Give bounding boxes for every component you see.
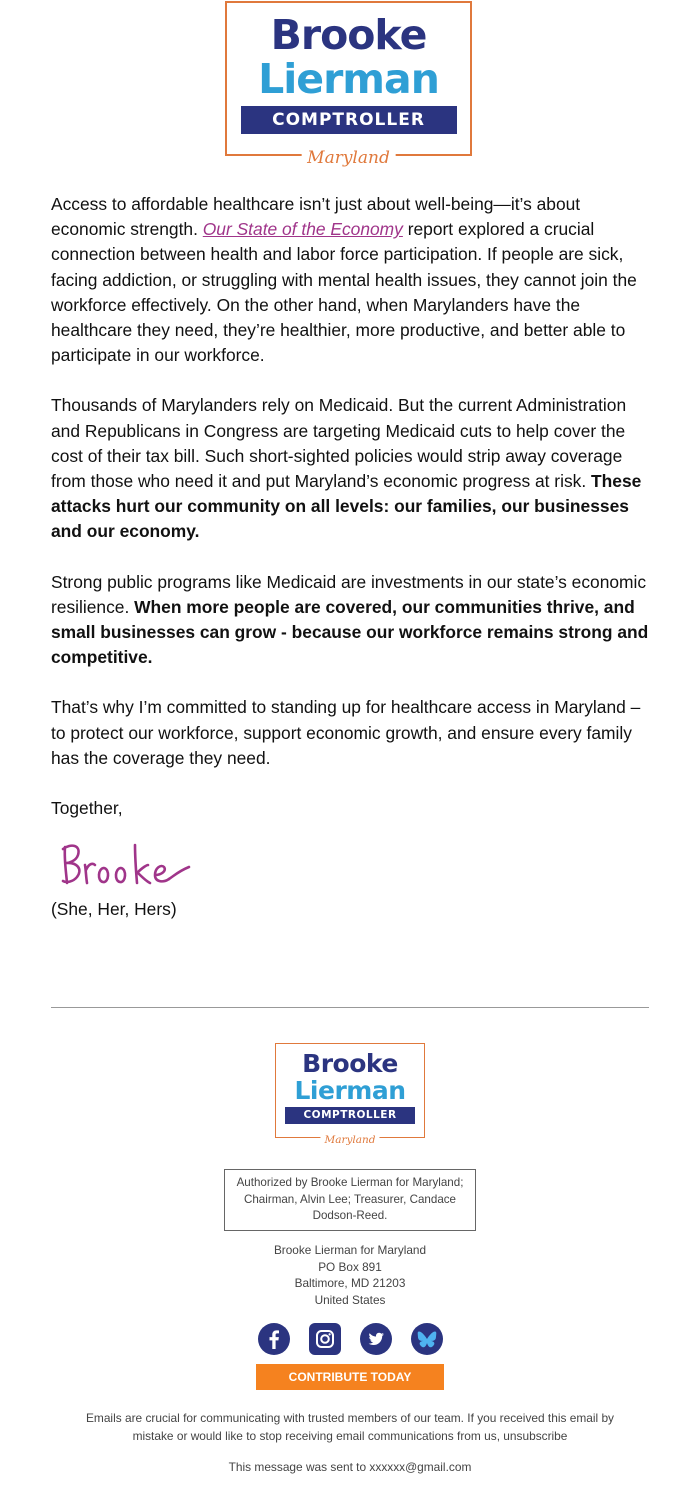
- paragraph-4: That’s why I’m committed to standing up for healthcare access in Maryland – to protect our workforce, support economic growth, and ensure every family has the coverage they need.: [51, 697, 641, 768]
- email-body: [51, 192, 656, 947]
- address-city: Baltimore, MD 21203: [294, 1276, 406, 1291]
- sent-to-line: This message was sent to xxxxxx@gmail.com: [228, 1460, 472, 1474]
- address-name: Brooke Lierman for Maryland: [273, 1243, 427, 1257]
- logo-line-brooke: Brooke: [270, 11, 427, 59]
- signature-icon: [51, 835, 201, 895]
- social-links: [258, 1323, 443, 1355]
- footer-divider: [51, 1007, 649, 1008]
- paragraph-1: Access to affordable healthcare isn’t just about well-being—it’s about economic strength. Our State of the Economy report explored a crucial connection between health and labor force participation. If people are sick, facing addiction, or struggling with mental health issues, they cannot join the workforce effectively. On the other hand, when Marylanders have the healthcare they need, they’re healthier, more productive, and better able to participate in our workforce.: [51, 194, 637, 366]
- pronouns: (She, Her, Hers): [51, 899, 177, 920]
- instagram-icon[interactable]: [309, 1323, 341, 1355]
- signature-image: [51, 835, 656, 895]
- mailing-address: [200, 1242, 500, 1309]
- paragraph-3: Strong public programs like Medicaid are investments in our state’s economic resilience. When more people are covered, our communities thrive, and small businesses can grow - because our workforce remains strong and competitive.: [51, 571, 649, 668]
- address-country: United States: [314, 1293, 386, 1308]
- unsubscribe-note[interactable]: Emails are crucial for communicating with trusted members of our team. If you received this email by mistake or would like to stop receiving email communications from us, unsubscribe: [85, 1411, 614, 1443]
- logo-line-comptroller: COMPTROLLER: [241, 106, 457, 134]
- twitter-icon[interactable]: [360, 1323, 392, 1355]
- authorization-box: Authorized by Brooke Lierman for Maryland; Chairman, Alvin Lee; Treasurer, Candace Dodson-Reed.: [224, 1169, 476, 1231]
- logo-line-lierman: Lierman: [258, 55, 439, 103]
- recipient-email: xxxxxx@gmail.com: [369, 1460, 472, 1474]
- footer-logo-line-comptroller: COMPTROLLER: [285, 1107, 415, 1124]
- logo-state-script: Maryland: [301, 148, 396, 168]
- contribute-button[interactable]: CONTRIBUTE TODAY: [256, 1364, 444, 1390]
- paragraph-2: Thousands of Marylanders rely on Medicaid. But the current Administration and Republicans in Congress are targeting Medicaid cuts to help cover the cost of their tax bill. Such short-sighted policies would strip away coverage from those who need it and put Maryland’s economic progress at risk. These attacks hurt our community on all levels: our families, our businesses and our economy.: [51, 395, 642, 542]
- footer-logo: [275, 1043, 425, 1146]
- address-po-box: PO Box 891: [318, 1259, 382, 1274]
- facebook-icon[interactable]: [258, 1323, 290, 1355]
- header-logo: [225, 1, 472, 168]
- state-of-economy-link[interactable]: Our State of the Economy: [202, 219, 403, 240]
- footer-logo-line-brooke: Brooke: [302, 1049, 398, 1078]
- closing: Together,: [51, 798, 123, 819]
- email-disclaimer: [70, 1410, 630, 1445]
- footer-logo-line-lierman: Lierman: [294, 1076, 406, 1105]
- bluesky-icon[interactable]: [411, 1323, 443, 1355]
- footer-logo-state-script: Maryland: [320, 1134, 379, 1146]
